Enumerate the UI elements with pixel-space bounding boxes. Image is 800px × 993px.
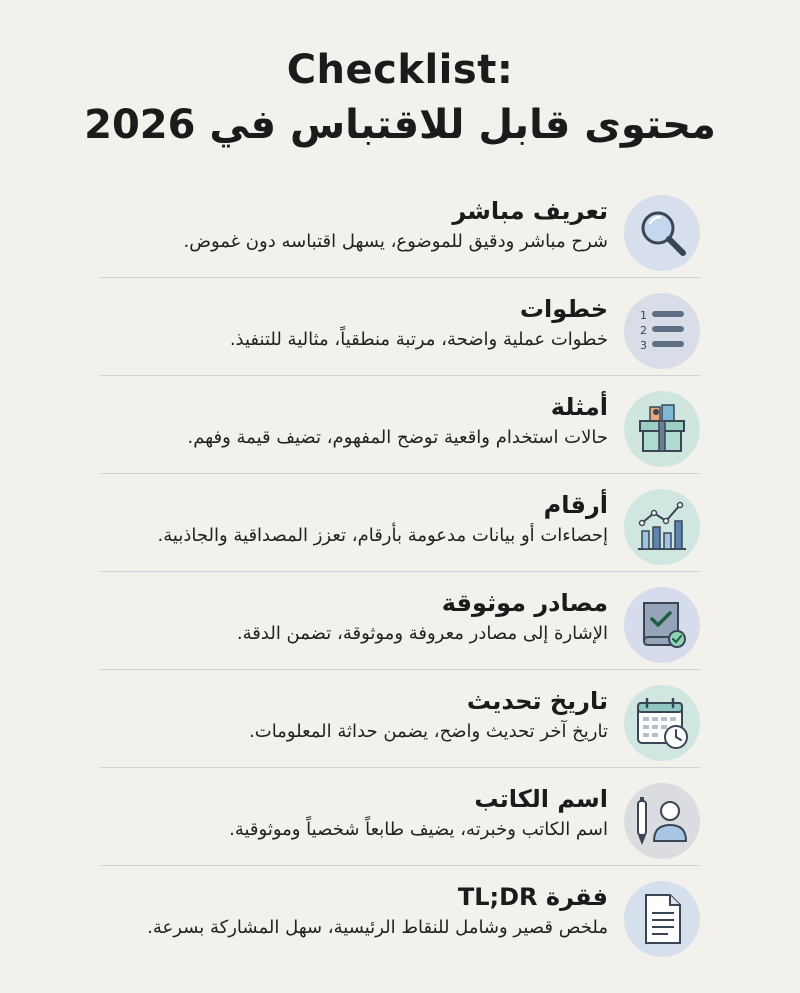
list-item <box>0 376 800 474</box>
calendar-clock-icon <box>624 685 700 761</box>
document-icon <box>624 881 700 957</box>
item-description: تاريخ آخر تحديث واضح، يضمن حداثة المعلومات. <box>249 721 608 742</box>
item-text <box>88 194 608 256</box>
item-description: اسم الكاتب وخبرته، يضيف طابعاً شخصياً وموثوقية. <box>229 819 608 840</box>
svg-text:2: 2 <box>640 324 647 337</box>
item-text <box>88 782 608 844</box>
item-description: إحصاءات أو بيانات مدعومة بأرقام، تعزز المصداقية والجاذبية. <box>157 525 608 546</box>
checklist <box>0 180 800 964</box>
list-item <box>0 866 800 964</box>
author-pen-icon <box>624 783 700 859</box>
svg-text:1: 1 <box>640 309 647 322</box>
item-title: اسم الكاتب <box>474 785 608 813</box>
list-item <box>0 180 800 278</box>
list-item <box>0 768 800 866</box>
item-text <box>88 488 608 550</box>
item-text <box>88 880 608 942</box>
list-item <box>0 278 800 376</box>
item-title: تعريف مباشر <box>452 197 608 225</box>
item-title: أمثلة <box>550 393 608 421</box>
list-item <box>0 474 800 572</box>
item-description: خطوات عملية واضحة، مرتبة منطقياً، مثالية للتنفيذ. <box>229 329 608 350</box>
bar-chart-icon <box>624 489 700 565</box>
item-title: فقرة TL;DR <box>457 883 608 911</box>
verified-book-icon <box>624 587 700 663</box>
item-description: شرح مباشر ودقيق للموضوع، يسهل اقتباسه دون غموض. <box>183 231 608 252</box>
item-description: الإشارة إلى مصادر معروفة وموثوقة، تضمن الدقة. <box>236 623 608 644</box>
list-item <box>0 670 800 768</box>
title-line-1: Checklist: <box>286 47 514 93</box>
page-title <box>0 46 800 152</box>
item-text <box>88 292 608 354</box>
item-title: خطوات <box>519 295 608 323</box>
svg-text:3: 3 <box>640 339 647 352</box>
item-title: أرقام <box>543 491 608 519</box>
item-title: تاريخ تحديث <box>466 687 608 715</box>
title-line-2: محتوى قابل للاقتباس في 2026 <box>84 102 716 148</box>
item-title: مصادر موثوقة <box>441 589 608 617</box>
numbered-list-icon <box>624 293 700 369</box>
item-text <box>88 586 608 648</box>
item-text <box>88 684 608 746</box>
magnifier-icon <box>624 195 700 271</box>
item-description: حالات استخدام واقعية توضح المفهوم، تضيف قيمة وفهم. <box>187 427 608 448</box>
gift-box-icon <box>624 391 700 467</box>
item-text <box>88 390 608 452</box>
item-description: ملخص قصير وشامل للنقاط الرئيسية، سهل المشاركة بسرعة. <box>147 917 608 938</box>
list-item <box>0 572 800 670</box>
